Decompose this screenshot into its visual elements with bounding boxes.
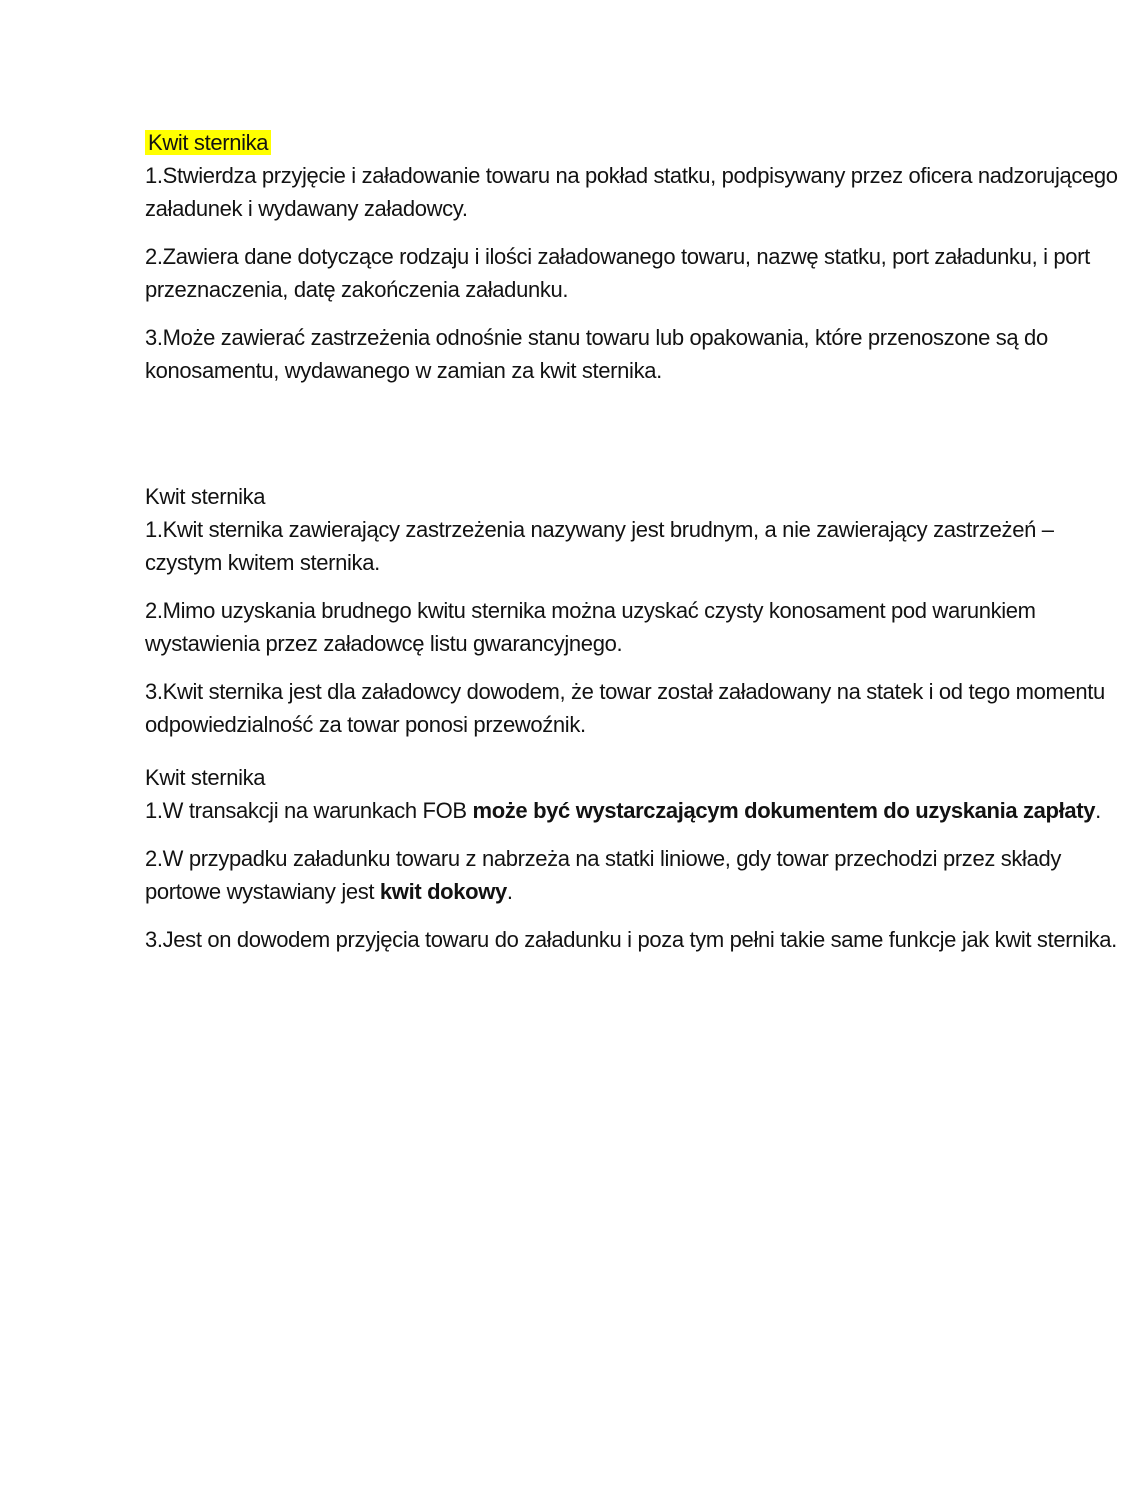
highlighted-heading-text: Kwit sternika bbox=[145, 130, 271, 155]
paragraph-text: 3.Jest on dowodem przyjęcia towaru do załadunku i poza tym pełni takie same funkcje jak kwit sternika. bbox=[145, 927, 1117, 952]
section-heading bbox=[145, 480, 1120, 513]
paragraph bbox=[145, 675, 1120, 741]
paragraph bbox=[145, 240, 1120, 306]
paragraph-text: 2.W przypadku załadunku towaru z nabrzeża na statki liniowe, gdy towar przechodzi przez składy portowe wystawiany jest bbox=[145, 846, 1062, 904]
paragraph bbox=[145, 513, 1120, 579]
section-kwit-sternika-2 bbox=[145, 480, 1120, 741]
document-content bbox=[145, 126, 1120, 956]
paragraph bbox=[145, 923, 1120, 956]
paragraph-text: . bbox=[1095, 798, 1101, 823]
paragraph-text: 1.Stwierdza przyjęcie i załadowanie towaru na pokład statku, podpisywany przez oficera nadzorującego załadunek i wydawany załadowcy. bbox=[145, 163, 1118, 221]
paragraph-text: 2.Mimo uzyskania brudnego kwitu sternika można uzyskać czysty konosament pod warunkiem wystawienia przez załadowcę listu gwarancyjnego. bbox=[145, 598, 1036, 656]
section-heading bbox=[145, 126, 1120, 159]
paragraph bbox=[145, 159, 1120, 225]
paragraph-text-bold: kwit dokowy bbox=[379, 879, 507, 904]
paragraph-text-bold: może być wystarczającym dokumentem do uzyskania zapłaty bbox=[472, 798, 1096, 823]
paragraph bbox=[145, 794, 1120, 827]
paragraph-text: 3.Kwit sternika jest dla załadowcy dowodem, że towar został załadowany na statek i od tego momentu odpowiedzialność za towar ponosi przewoźnik. bbox=[145, 679, 1105, 737]
paragraph-text: 2.Zawiera dane dotyczące rodzaju i ilości załadowanego towaru, nazwę statku, port załadunku, i port przeznaczenia, datę zakończenia załadunku. bbox=[145, 244, 1090, 302]
heading-text: Kwit sternika bbox=[145, 765, 266, 790]
paragraph-text: 3.Może zawierać zastrzeżenia odnośnie stanu towaru lub opakowania, które przenoszone są do konosamentu, wydawanego w zamian za kwit sternika. bbox=[145, 325, 1048, 383]
paragraph-text: . bbox=[506, 879, 513, 904]
paragraph bbox=[145, 842, 1120, 908]
heading-text: Kwit sternika bbox=[145, 484, 266, 509]
section-kwit-sternika-1 bbox=[145, 126, 1120, 387]
paragraph bbox=[145, 594, 1120, 660]
section-heading bbox=[145, 761, 1120, 794]
paragraph-text: 1.W transakcji na warunkach FOB bbox=[145, 798, 473, 823]
paragraph-text: 1.Kwit sternika zawierający zastrzeżenia nazywany jest brudnym, a nie zawierający zastrzeżeń – czystym kwitem sternika. bbox=[145, 517, 1054, 575]
section-kwit-sternika-3 bbox=[145, 761, 1120, 956]
paragraph bbox=[145, 321, 1120, 387]
